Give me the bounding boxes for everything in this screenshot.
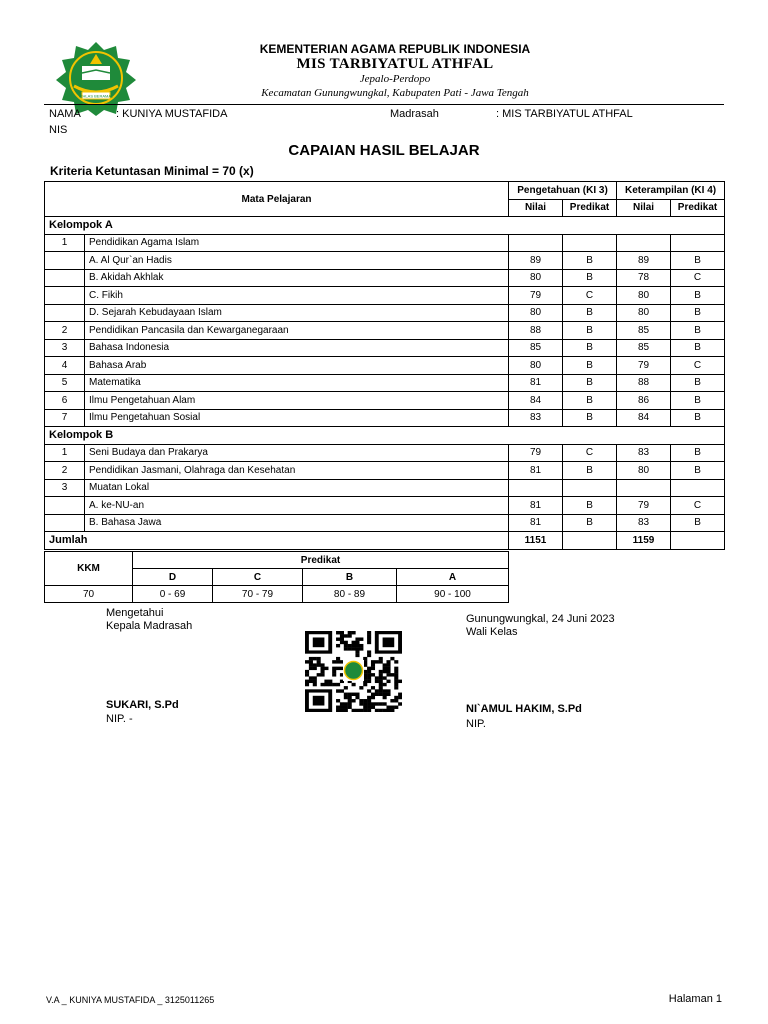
- ki3-nilai-header: Nilai: [509, 199, 563, 217]
- ki3-score: 89: [509, 252, 563, 270]
- ki4-score: 88: [617, 374, 671, 392]
- subject-name: Matematika: [85, 374, 509, 392]
- row-number: [45, 304, 85, 322]
- subject-name: D. Sejarah Kebudayaan Islam: [85, 304, 509, 322]
- ki3-score: 80: [509, 304, 563, 322]
- school-district: Kecamatan Gunungwungkal, Kabupaten Pati - Jawa Tengah: [261, 87, 529, 99]
- ki4-score: 83: [617, 444, 671, 462]
- ki4-score: 86: [617, 392, 671, 410]
- table-row: [45, 339, 725, 357]
- report-header: [0, 30, 768, 102]
- subject-name: Ilmu Pengetahuan Sosial: [85, 409, 509, 427]
- total-ki4-grade: [671, 532, 725, 550]
- ki3-grade: B: [563, 357, 617, 375]
- grade-d: D: [133, 569, 213, 586]
- ki4-grade: B: [671, 252, 725, 270]
- grade-a: A: [397, 569, 509, 586]
- ki4-score: 78: [617, 269, 671, 287]
- subject-name: Muatan Lokal: [85, 479, 509, 497]
- row-number: [45, 269, 85, 287]
- grade-b: B: [303, 569, 397, 586]
- table-row: [45, 322, 725, 340]
- qr-code-icon: [305, 631, 402, 712]
- ki3-grade: B: [563, 322, 617, 340]
- ki3-score: 81: [509, 497, 563, 515]
- table-row: [45, 514, 725, 532]
- ki3-score: 83: [509, 409, 563, 427]
- ki4-score: 80: [617, 462, 671, 480]
- student-nis-label: NIS: [49, 124, 68, 136]
- ki4-grade: C: [671, 497, 725, 515]
- ki4-grade: B: [671, 339, 725, 357]
- footer-page-number: Halaman 1: [668, 993, 722, 1005]
- subject-name: Ilmu Pengetahuan Alam: [85, 392, 509, 410]
- ki4-score: 80: [617, 287, 671, 305]
- ki4-score: [617, 479, 671, 497]
- group-b-label: Kelompok B: [45, 427, 725, 445]
- ki4-grade: [671, 479, 725, 497]
- ki3-predikat-header: Predikat: [563, 199, 617, 217]
- ki3-grade: B: [563, 409, 617, 427]
- header-divider: [44, 104, 724, 105]
- table-row: [45, 462, 725, 480]
- range-d: 0 - 69: [133, 586, 213, 603]
- principal-name: SUKARI, S.Pd: [106, 699, 179, 711]
- ki4-grade: B: [671, 462, 725, 480]
- signature-right-block: [466, 613, 615, 639]
- ki4-grade: B: [671, 444, 725, 462]
- ki4-grade: B: [671, 514, 725, 532]
- ki3-score: 84: [509, 392, 563, 410]
- ki3-score: 79: [509, 444, 563, 462]
- logo-text: IKHLAS BERAMAL: [78, 93, 114, 99]
- total-ki3: 1151: [509, 532, 563, 550]
- table-row: [45, 287, 725, 305]
- student-name-label: NAMA: [49, 108, 81, 120]
- school-name: MIS TARBIYATUL ATHFAL: [296, 56, 494, 72]
- ki3-grade: B: [563, 374, 617, 392]
- sig-right-line2: Wali Kelas: [466, 626, 518, 638]
- ki4-grade: B: [671, 392, 725, 410]
- sig-right-line1: Gunungwungkal, 24 Juni 2023: [466, 613, 615, 625]
- row-number: [45, 252, 85, 270]
- ki3-grade: B: [563, 514, 617, 532]
- ki3-score: [509, 234, 563, 252]
- table-row: [45, 409, 725, 427]
- grade-c: C: [213, 569, 303, 586]
- ki3-score: 79: [509, 287, 563, 305]
- sig-left-line2: Kepala Madrasah: [106, 620, 193, 632]
- ki4-grade: B: [671, 304, 725, 322]
- total-ki4: 1159: [617, 532, 671, 550]
- row-number: 3: [45, 479, 85, 497]
- kkm-predikat-label: Predikat: [133, 552, 509, 569]
- ki3-score: 81: [509, 514, 563, 532]
- range-b: 80 - 89: [303, 586, 397, 603]
- table-row: [45, 497, 725, 515]
- teacher-nip: NIP.: [466, 718, 486, 730]
- signature-left-block: [106, 607, 192, 633]
- table-row: [45, 269, 725, 287]
- student-name-value: : KUNIYA MUSTAFIDA: [116, 108, 228, 120]
- ki4-predikat-header: Predikat: [671, 199, 725, 217]
- ki3-score: 81: [509, 462, 563, 480]
- table-row: [45, 357, 725, 375]
- kkm-value: 70: [45, 586, 133, 603]
- total-row: [45, 532, 725, 550]
- subject-name: A. Al Qur`an Hadis: [85, 252, 509, 270]
- subject-name: Bahasa Indonesia: [85, 339, 509, 357]
- sig-left-line1: Mengetahui: [106, 607, 164, 619]
- ki3-grade: [563, 234, 617, 252]
- table-row: [45, 234, 725, 252]
- table-row: [45, 444, 725, 462]
- subject-name: A. ke-NU-an: [85, 497, 509, 515]
- ki3-grade: B: [563, 497, 617, 515]
- subject-name: Seni Budaya dan Prakarya: [85, 444, 509, 462]
- ki3-score: 81: [509, 374, 563, 392]
- teacher-name: NI`AMUL HAKIM, S.Pd: [466, 703, 582, 715]
- ki4-score: 79: [617, 357, 671, 375]
- ki3-grade: C: [563, 287, 617, 305]
- row-number: 2: [45, 462, 85, 480]
- row-number: 2: [45, 322, 85, 340]
- subject-name: C. Fikih: [85, 287, 509, 305]
- row-number: 7: [45, 409, 85, 427]
- ki3-score: 85: [509, 339, 563, 357]
- row-number: [45, 497, 85, 515]
- ki4-grade: B: [671, 409, 725, 427]
- ki3-grade: B: [563, 269, 617, 287]
- kkm-table: [44, 551, 509, 603]
- row-number: 3: [45, 339, 85, 357]
- subject-name: B. Akidah Akhlak: [85, 269, 509, 287]
- ki3-header: Pengetahuan (KI 3): [509, 182, 617, 200]
- table-row: [45, 392, 725, 410]
- ki4-score: 84: [617, 409, 671, 427]
- table-row: [45, 304, 725, 322]
- ki4-grade: [671, 234, 725, 252]
- row-number: 1: [45, 234, 85, 252]
- range-c: 70 - 79: [213, 586, 303, 603]
- school-village: Jepalo-Perdopo: [359, 73, 431, 85]
- total-label: Jumlah: [45, 532, 509, 550]
- subject-header: Mata Pelajaran: [45, 182, 509, 217]
- ki3-score: 80: [509, 357, 563, 375]
- ki3-grade: B: [563, 462, 617, 480]
- range-a: 90 - 100: [397, 586, 509, 603]
- grades-table: [44, 181, 725, 550]
- ki3-score: [509, 479, 563, 497]
- ki4-score: 85: [617, 322, 671, 340]
- kkm-label: KKM: [45, 552, 133, 586]
- subject-name: Pendidikan Jasmani, Olahraga dan Kesehatan: [85, 462, 509, 480]
- ki3-grade: C: [563, 444, 617, 462]
- row-number: 1: [45, 444, 85, 462]
- ki4-score: 89: [617, 252, 671, 270]
- ki4-score: 85: [617, 339, 671, 357]
- ki3-grade: B: [563, 392, 617, 410]
- madrasah-label: Madrasah: [390, 108, 439, 120]
- principal-nip: NIP. -: [106, 713, 133, 725]
- page-title: CAPAIAN HASIL BELAJAR: [288, 142, 480, 159]
- ki3-grade: B: [563, 339, 617, 357]
- ministry-name: KEMENTERIAN AGAMA REPUBLIK INDONESIA: [259, 42, 531, 56]
- ki4-grade: C: [671, 357, 725, 375]
- ki3-grade: B: [563, 252, 617, 270]
- subject-name: Pendidikan Pancasila dan Kewarganegaraan: [85, 322, 509, 340]
- row-number: 6: [45, 392, 85, 410]
- ki4-grade: B: [671, 287, 725, 305]
- ki3-grade: B: [563, 304, 617, 322]
- ki4-grade: C: [671, 269, 725, 287]
- row-number: 4: [45, 357, 85, 375]
- ki4-nilai-header: Nilai: [617, 199, 671, 217]
- kkm-criteria: Kriteria Ketuntasan Minimal = 70 (x): [50, 164, 254, 178]
- table-row: [45, 252, 725, 270]
- row-number: [45, 287, 85, 305]
- group-a-label: Kelompok A: [45, 217, 725, 235]
- row-number: [45, 514, 85, 532]
- ki3-score: 80: [509, 269, 563, 287]
- row-number: 5: [45, 374, 85, 392]
- subject-name: Bahasa Arab: [85, 357, 509, 375]
- subject-name: B. Bahasa Jawa: [85, 514, 509, 532]
- madrasah-value: : MIS TARBIYATUL ATHFAL: [496, 108, 633, 120]
- ki4-grade: B: [671, 374, 725, 392]
- ki4-grade: B: [671, 322, 725, 340]
- footer-document-id: V.A _ KUNIYA MUSTAFIDA _ 3125011265: [46, 995, 215, 1005]
- ki4-score: 79: [617, 497, 671, 515]
- table-row: [45, 374, 725, 392]
- ki3-grade: [563, 479, 617, 497]
- ki4-score: 80: [617, 304, 671, 322]
- total-ki3-grade: [563, 532, 617, 550]
- ki4-score: 83: [617, 514, 671, 532]
- ki3-score: 88: [509, 322, 563, 340]
- ki4-score: [617, 234, 671, 252]
- ki4-header: Keterampilan (KI 4): [617, 182, 725, 200]
- subject-name: Pendidikan Agama Islam: [85, 234, 509, 252]
- table-row: [45, 479, 725, 497]
